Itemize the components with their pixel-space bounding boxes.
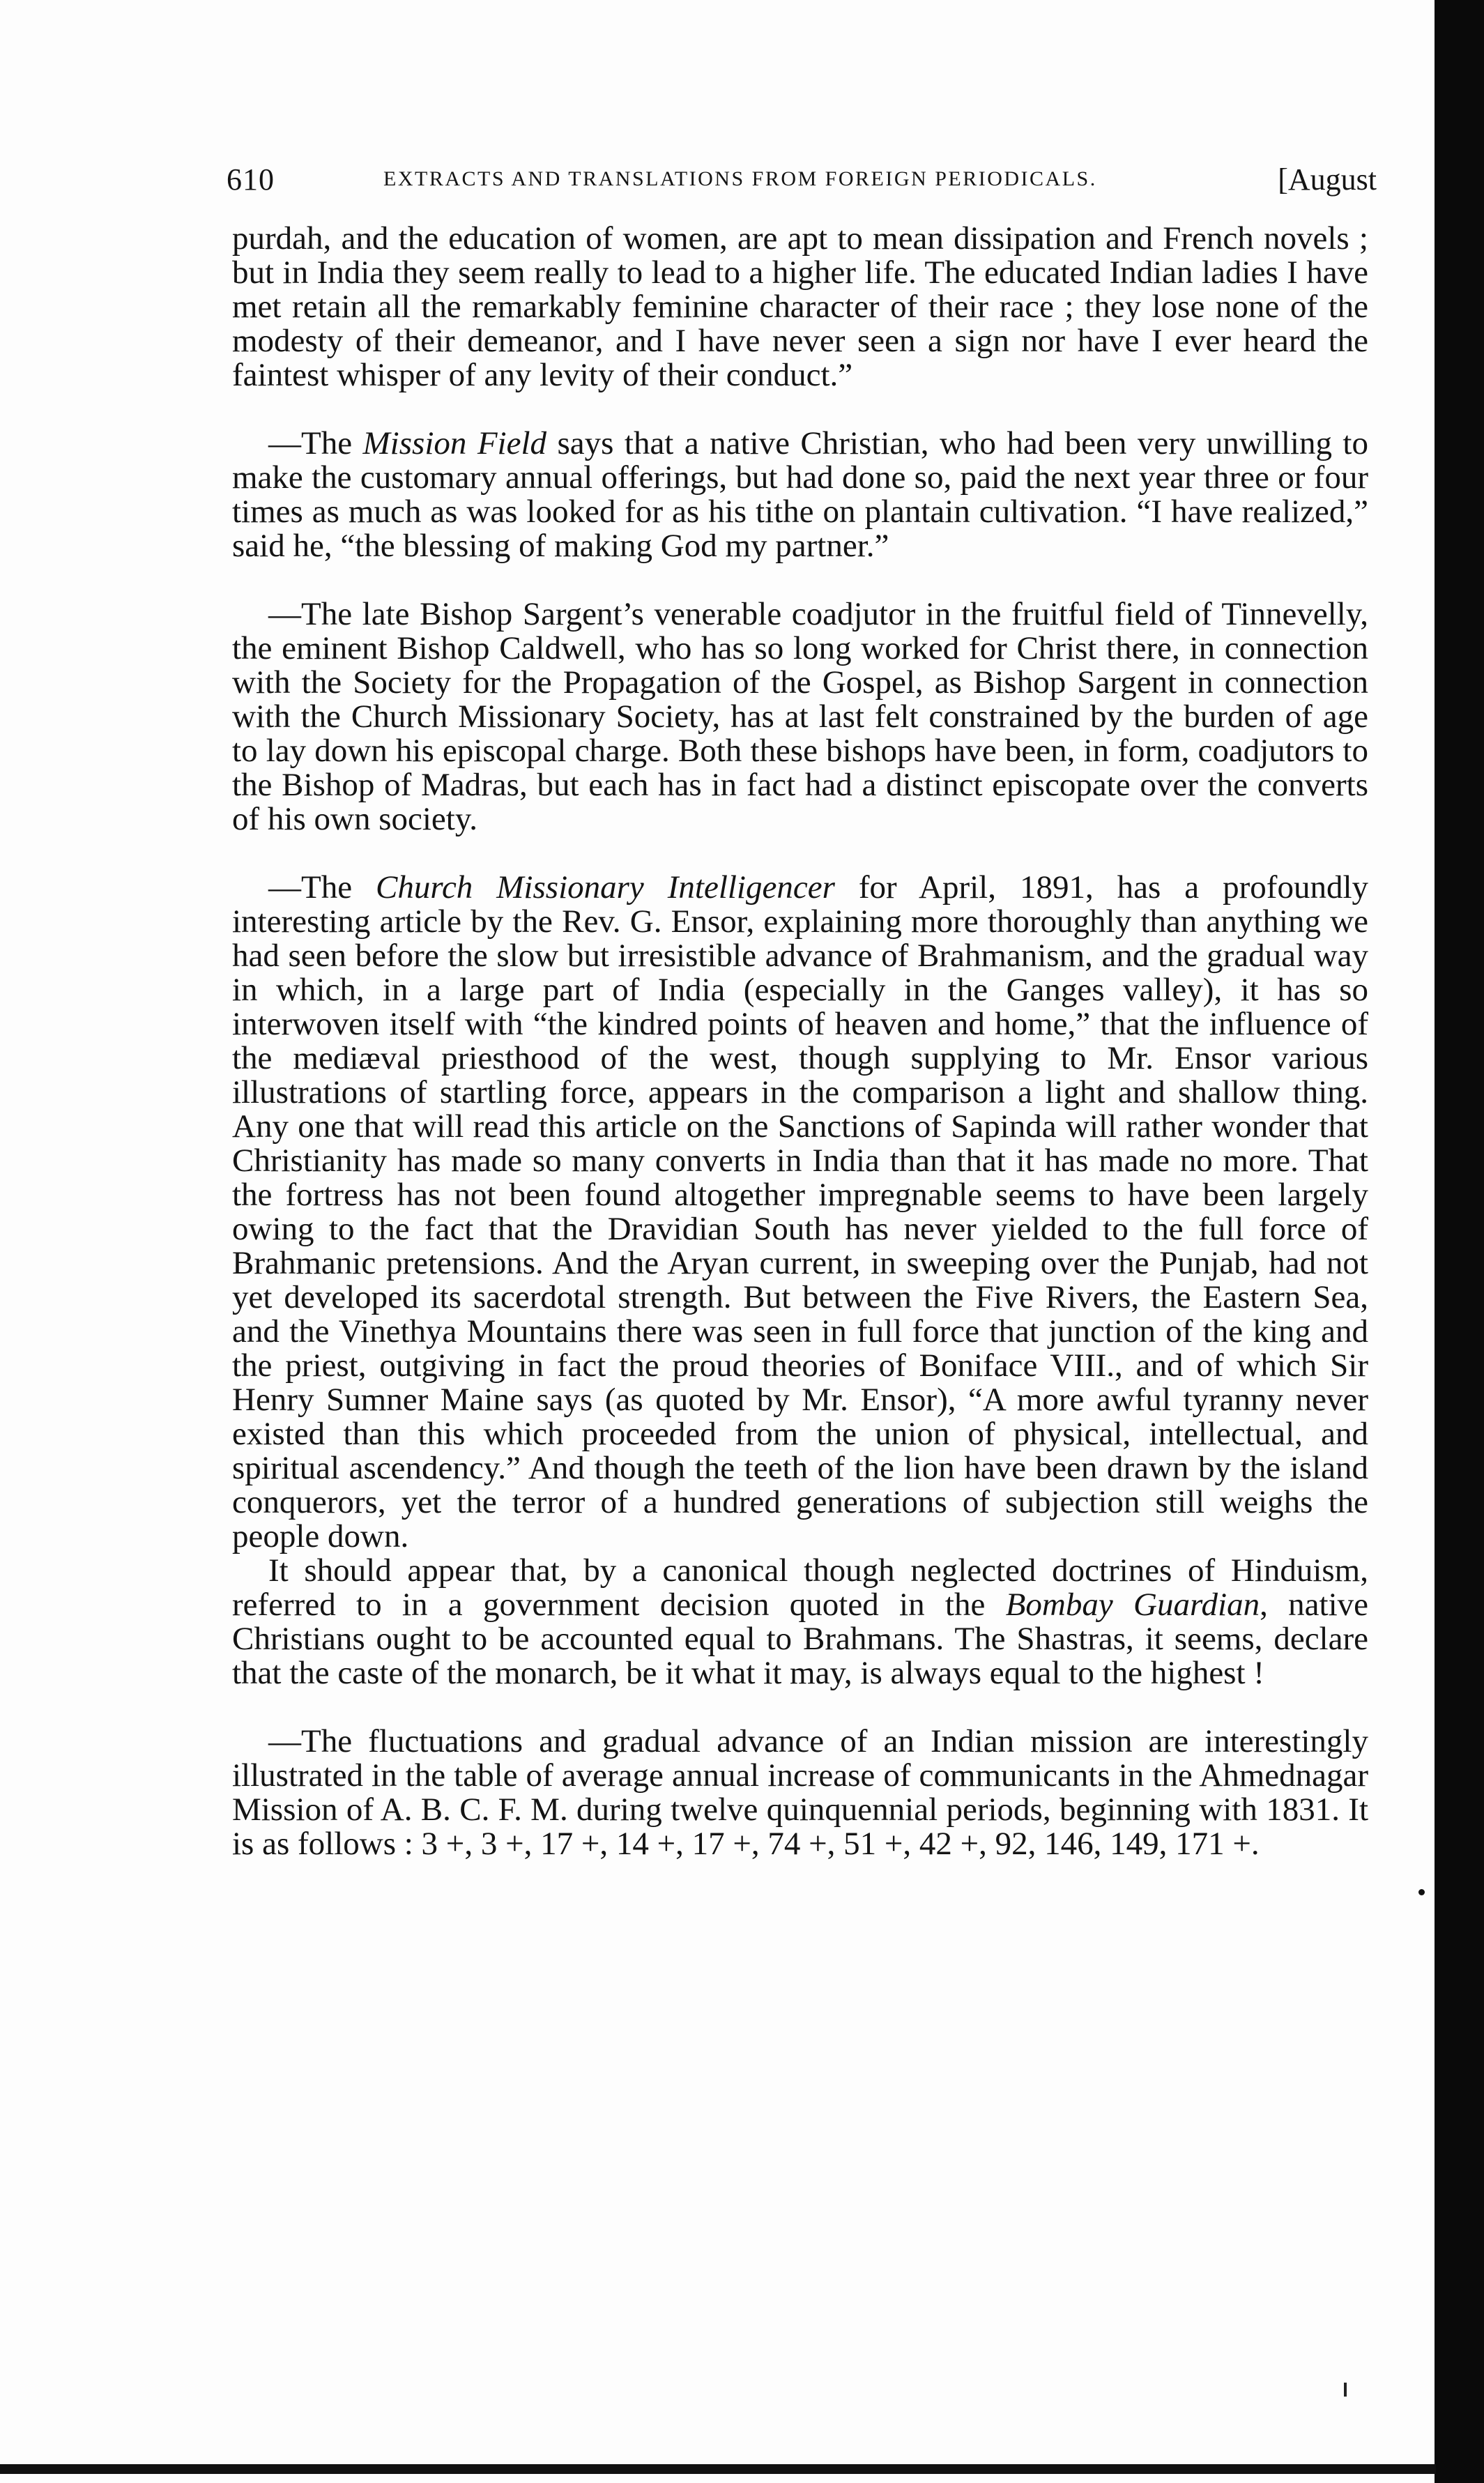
periodical-title: Mission Field <box>362 425 547 461</box>
page-number: 610 <box>227 162 275 197</box>
paragraph-ahmednagar-mission <box>232 1725 1368 1861</box>
body-text <box>232 222 1368 1861</box>
paragraph-text: purdah, and the education of women, are apt to mean dissipation and French novels ; but in India they seem really to lead to a higher life. The educated Indian ladies I have met retain all the remarkably feminine character of their race ; they lose none of the modesty of their demeanor, and I have never seen a sign nor have I ever heard the faintest whisper of any levity of their conduct.” <box>232 220 1368 393</box>
scan-bottom-rule <box>0 2464 1436 2474</box>
paragraph-text-before: It should appear that, by a canonical though neglected doctrines of Hinduism, referred to in a government decision quoted in the <box>232 1552 1368 1623</box>
paragraph-shastras <box>232 1554 1368 1690</box>
scan-edge-bar <box>1435 0 1484 2483</box>
print-speck <box>1418 1889 1425 1895</box>
running-title: EXTRACTS AND TRANSLATIONS FROM FOREIGN PERIODICALS. <box>383 167 1097 190</box>
paragraph-text-before: —The <box>268 869 376 906</box>
paragraph-text-after: , native Christians ought to be accounted equal to Brahmans. The Shastras, it seems, declare that the caste of the monarch, be it what it may, is always equal to the highest ! <box>232 1587 1368 1691</box>
periodical-title: Bombay Guardian <box>1005 1587 1260 1623</box>
paragraph-text: —The fluctuations and gradual advance of an Indian mission are interestingly illustrated in the table of average annual increase of communicants in the Ahmednagar Mission of A. B. C. F. M. during twelve quinquennial periods, beginning with 1831. It is as follows : 3 +, 3 +, 17 +, 14 +, 17 +, 74 +, 51 +, 42 +, 92, 146, 149, 171 +. <box>232 1723 1368 1862</box>
running-month: [August <box>1278 162 1377 197</box>
paragraph-mission-field <box>232 427 1368 563</box>
print-mark <box>1344 2383 1347 2397</box>
paragraph-church-missionary <box>232 871 1368 1554</box>
paragraph-text-after: for April, 1891, has a profoundly interesting article by the Rev. G. Ensor, explaining more thoroughly than anything we had seen before the slow but irresistible advance of Brahmanism, and the gradual way in which, in a large part of India (especially in the Ganges valley), it has so interwoven itself with “the kindred points of heaven and home,” that the influence of the mediæval priesthood of the west, though supplying to Mr. Ensor various illustrations of startling force, appears in the comparison a light and shallow thing. Any one that will read this article on the Sanctions of Sapinda will rather wonder that Christianity has made so many converts in India than that it has made no more. That the fortress has not been found altogether impregnable seems to have been largely owing to the fact that the Dravidian South has never yielded to the full force of Brahmanic pretensions. And the Aryan current, in sweeping over the Punjab, had not yet developed its sacerdotal strength. But between the Five Rivers, the Eastern Sea, and the Vinethya Mountains there was seen in full force that junction of the king and the priest, outgiving in fact the proud theories of Boniface VIII., and of which Sir Henry Sumner Maine says (as quoted by Mr. Ensor), “A more awful tyranny never existed than this which proceeded from the union of physical, intellectual, and spiritual ascendency.” And though the teeth of the lion have been drawn by the island conquerors, yet the terror of a hundred generations of subjection still weighs the people down. <box>232 869 1369 1554</box>
paragraph-text-before: —The <box>268 425 363 461</box>
paragraph-bishop-caldwell <box>232 597 1368 836</box>
paragraph-purdah <box>232 222 1368 392</box>
paragraph-text: —The late Bishop Sargent’s venerable coadjutor in the fruitful field of Tinnevelly, the eminent Bishop Caldwell, who has so long worked for Christ there, in connection with the Society for the Propagation of the Gospel, as Bishop Sargent in connection with the Church Missionary Society, has at last felt constrained by the burden of age to lay down his episcopal charge. Both these bishops have been, in form, coadjutors to the Bishop of Madras, but each has in fact had a distinct episcopate over the converts of his own society. <box>232 596 1368 837</box>
paragraph-text-after: says that a native Christian, who had been very unwilling to make the customary annual offerings, but had done so, paid the next year three or four times as much as was looked for as his tithe on plantain cultivation. “I have realized,” said he, “the blessing of making God my partner.” <box>232 425 1368 564</box>
periodical-title: Church Missionary Intelligencer <box>376 869 835 906</box>
running-header <box>227 162 1377 204</box>
